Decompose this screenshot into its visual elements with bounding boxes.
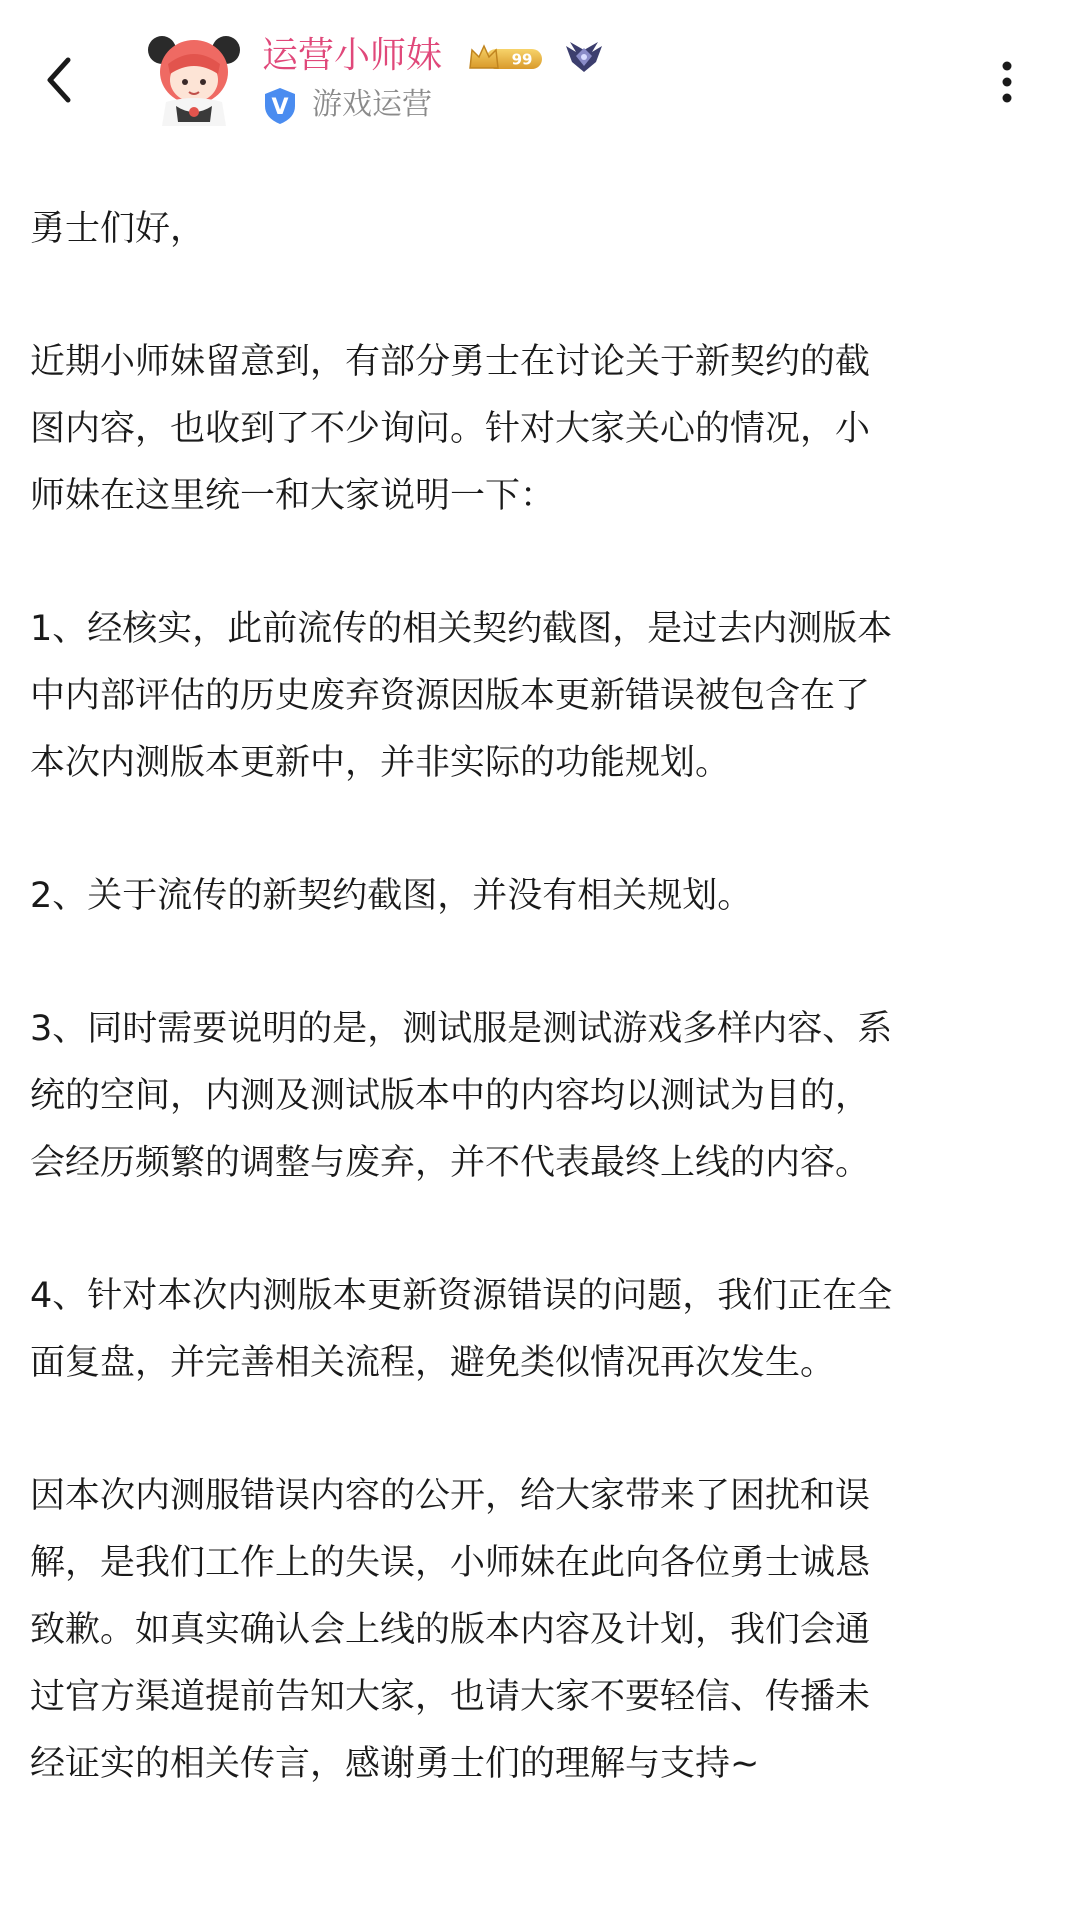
more-vertical-icon [992, 52, 1022, 112]
point-1-paragraph [30, 596, 1050, 797]
text-line: 本次内测版本更新中，并非实际的功能规划。 [30, 743, 731, 783]
text-line: 解，是我们工作上的失误，小师妹在此向各位勇士诚恳 [30, 1543, 871, 1583]
text-line: 4、针对本次内测版本更新资源错误的问题，我们正在全 [30, 1276, 893, 1316]
author-avatar[interactable] [140, 28, 248, 128]
back-button[interactable] [38, 52, 88, 108]
level-badge [468, 42, 544, 74]
text-line: 图内容，也收到了不少询问。针对大家关心的情况，小 [30, 409, 871, 449]
closing-paragraph [30, 1463, 1050, 1798]
point-4-paragraph [30, 1263, 1050, 1397]
text-line: 近期小师妹留意到，有部分勇士在讨论关于新契约的截 [30, 342, 871, 382]
text-line: 过官方渠道提前告知大家，也请大家不要轻信、传播未 [30, 1677, 871, 1717]
point-2-paragraph [30, 863, 1050, 930]
svg-text:V: V [271, 95, 289, 120]
text-line: 勇士们好， [30, 209, 206, 249]
text-line: 1、经核实，此前流传的相关契约截图，是过去内测版本 [30, 609, 893, 649]
verified-v-icon [260, 86, 300, 126]
chevron-left-icon [38, 52, 88, 108]
text-line: 面复盘，并完善相关流程，避免类似情况再次发生。 [30, 1343, 836, 1383]
text-line: 致歉。如真实确认会上线的版本内容及计划，我们会通 [30, 1610, 871, 1650]
text-line: 经证实的相关传言，感谢勇士们的理解与支持~ [30, 1744, 760, 1784]
point-3-paragraph [30, 996, 1050, 1197]
text-line: 中内部评估的历史废弃资源因版本更新错误被包含在了 [30, 676, 871, 716]
text-line: 师妹在这里统一和大家说明一下： [30, 476, 556, 516]
more-options-button[interactable] [992, 52, 1022, 112]
post-header [0, 0, 1080, 160]
text-line: 统的空间，内测及测试版本中的内容均以测试为目的， [30, 1076, 871, 1116]
level-number: 99 [511, 50, 533, 69]
greeting-paragraph [30, 196, 1050, 263]
author-name[interactable]: 运营小师妹 [262, 35, 443, 76]
author-role: 游戏运营 [312, 87, 432, 122]
intro-paragraph [30, 329, 1050, 530]
rank-emblem-icon [562, 36, 606, 76]
post-content [30, 196, 1050, 1798]
text-line: 3、同时需要说明的是，测试服是测试游戏多样内容、系 [30, 1009, 893, 1049]
text-line: 因本次内测服错误内容的公开，给大家带来了困扰和误 [30, 1476, 871, 1516]
text-line: 会经历频繁的调整与废弃，并不代表最终上线的内容。 [30, 1143, 871, 1183]
text-line: 2、关于流传的新契约截图，并没有相关规划。 [30, 876, 753, 916]
